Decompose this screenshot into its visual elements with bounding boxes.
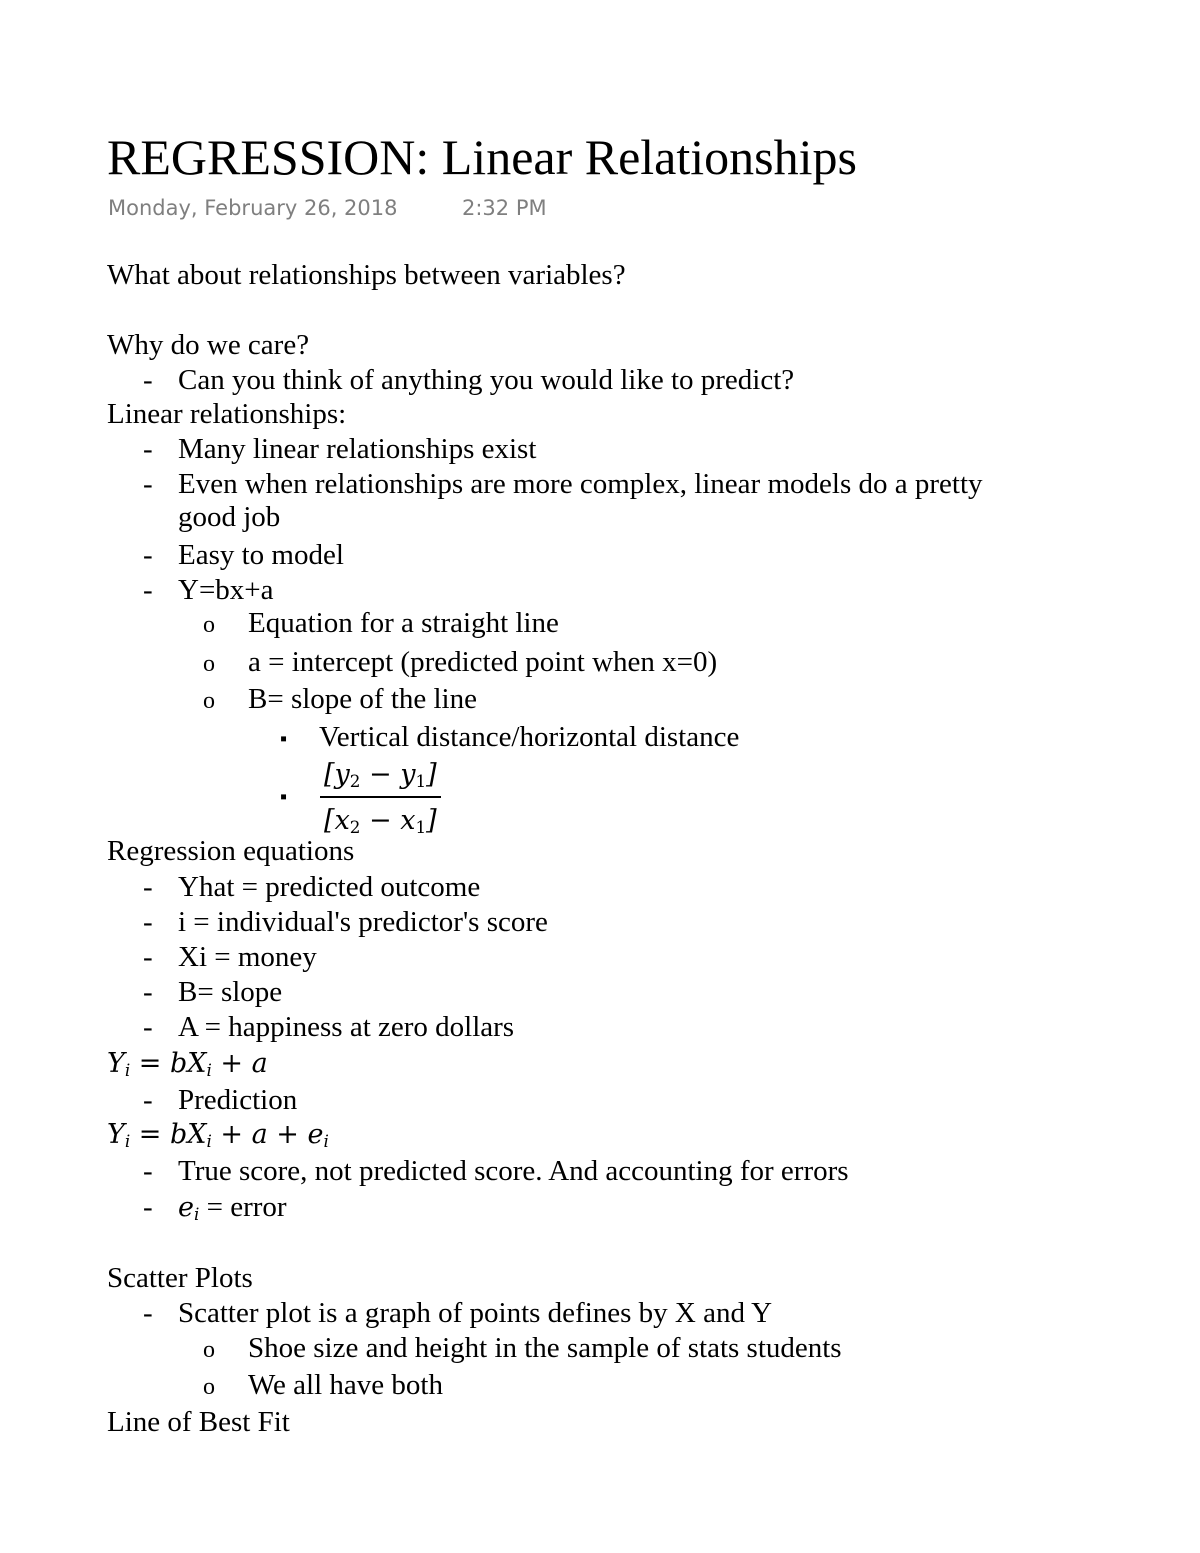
- equation-sub-1: Equation for a straight line: [248, 607, 559, 639]
- dash-bullet: -: [143, 364, 153, 396]
- why-heading: Why do we care?: [107, 329, 310, 361]
- error-bullet: $e_i$ = error: [178, 1191, 287, 1225]
- best-fit-heading: Line of Best Fit: [107, 1406, 290, 1438]
- circle-bullet: o: [203, 688, 215, 714]
- square-bullet: ▪: [280, 786, 288, 808]
- regression-bullet-1: Yhat = predicted outcome: [178, 871, 481, 903]
- regression-bullet-4: B= slope: [178, 976, 283, 1008]
- scatter-bullet-1: Scatter plot is a graph of points defines by X and Y: [178, 1297, 773, 1329]
- page-date: Monday, February 26, 2018: [108, 196, 398, 220]
- square-bullet: ▪: [280, 728, 288, 750]
- equation-true-score: $Y_i = bX_i + a + e_i$: [107, 1119, 329, 1152]
- dash-bullet: -: [143, 906, 153, 938]
- fraction-numerator: $[y_2 - y_1]$: [320, 758, 441, 798]
- dash-bullet: -: [143, 1011, 153, 1043]
- dash-bullet: -: [143, 1155, 153, 1187]
- question-line: What about relationships between variables?: [107, 259, 626, 291]
- linear-heading: Linear relationships:: [107, 398, 347, 430]
- scatter-sub-2: We all have both: [248, 1369, 443, 1401]
- linear-bullet-1: Many linear relationships exist: [178, 433, 537, 465]
- dash-bullet: -: [143, 539, 153, 571]
- regression-bullet-2: i = individual's predictor's score: [178, 906, 548, 938]
- scatter-sub-1: Shoe size and height in the sample of stats students: [248, 1332, 842, 1364]
- regression-heading: Regression equations: [107, 835, 355, 867]
- dash-bullet: -: [143, 433, 153, 465]
- equation-sub-3: B= slope of the line: [248, 683, 477, 715]
- equation-prediction: $Y_i = bX_i + a$: [107, 1048, 268, 1081]
- fraction-denominator: $[x_2 - x_1]$: [324, 805, 437, 838]
- linear-bullet-2: Even when relationships are more complex, linear models do a pretty: [178, 468, 983, 500]
- dash-bullet: -: [143, 468, 153, 500]
- slope-sub-1: Vertical distance/horizontal distance: [319, 721, 740, 753]
- linear-bullet-3: Easy to model: [178, 539, 344, 571]
- regression-bullet-3: Xi = money: [178, 941, 317, 973]
- prediction-bullet: Prediction: [178, 1084, 298, 1116]
- linear-bullet-4: Y=bx+a: [178, 574, 274, 606]
- dash-bullet: -: [143, 1297, 153, 1329]
- dash-bullet: -: [143, 1191, 153, 1223]
- circle-bullet: o: [203, 1337, 215, 1363]
- dash-bullet: -: [143, 1084, 153, 1116]
- linear-bullet-2-cont: good job: [178, 501, 281, 533]
- dash-bullet: -: [143, 871, 153, 903]
- circle-bullet: o: [203, 1374, 215, 1400]
- true-score-bullet: True score, not predicted score. And accounting for errors: [178, 1155, 849, 1187]
- dash-bullet: -: [143, 941, 153, 973]
- page-title: REGRESSION: Linear Relationships: [107, 129, 857, 185]
- dash-bullet: -: [143, 976, 153, 1008]
- circle-bullet: o: [203, 612, 215, 638]
- regression-bullet-5: A = happiness at zero dollars: [178, 1011, 515, 1043]
- page-time: 2:32 PM: [462, 196, 547, 220]
- scatter-heading: Scatter Plots: [107, 1262, 253, 1294]
- circle-bullet: o: [203, 651, 215, 677]
- dash-bullet: -: [143, 574, 153, 606]
- slope-fraction: [320, 758, 441, 838]
- equation-sub-2: a = intercept (predicted point when x=0): [248, 646, 718, 678]
- why-bullet-1: Can you think of anything you would like to predict?: [178, 364, 795, 396]
